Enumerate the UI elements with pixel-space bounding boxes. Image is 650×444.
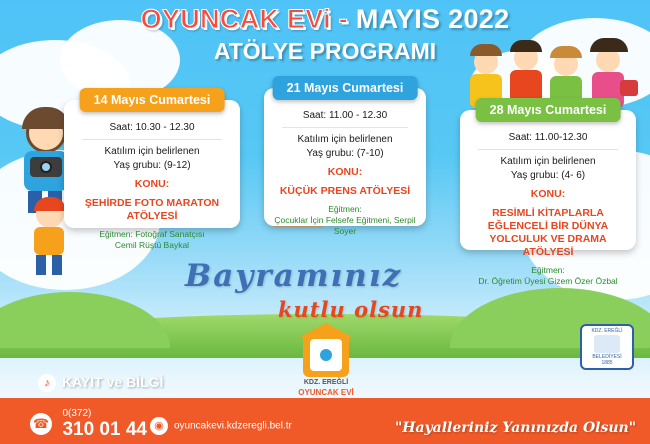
seal-year: 1885 <box>601 360 613 366</box>
slogan: "Hayalleriniz Yanınızda Olsun" <box>394 420 636 436</box>
card-3-konu: RESİMLİ KİTAPLARLA EĞLENCELİ BİR DÜNYA YOLCULUK VE DRAMA ATÖLYESİ <box>487 207 609 258</box>
seal-line-2: BELEDİYESİ <box>592 354 622 360</box>
card-1-egitmen-label: Eğitmen: Fotoğraf Sanatçısı <box>99 229 205 239</box>
child-figure-icon <box>320 349 332 361</box>
phone-area-code: 0(372) <box>62 408 92 419</box>
card-3-note: Katılım için belirlenen <box>500 156 596 167</box>
card-2-note: Katılım için belirlenen <box>297 134 393 145</box>
card-1-age: Yaş grubu: (9-12) <box>113 160 191 171</box>
card-1-time: Saat: 10.30 - 12.30 <box>109 122 195 133</box>
divider <box>282 127 408 128</box>
card-3-time: Saat: 11.00-12.30 <box>508 132 588 143</box>
card-1-date: 14 Mayıs Cumartesi <box>80 88 225 112</box>
logo-line-2 <box>294 389 358 398</box>
roof-shape <box>300 323 352 337</box>
card-2-egitmen-label: Eğitmen: <box>328 204 362 214</box>
music-note-icon: ♪ <box>38 374 56 392</box>
card-1-note: Katılım için belirlenen <box>104 146 200 157</box>
kayit-bilgi-label <box>38 374 163 392</box>
card-1-konu-label: KONU: <box>134 178 170 190</box>
seal-line-1: KDZ. EREĞLİ <box>591 328 623 334</box>
card-3-date: 28 Mayıs Cumartesi <box>476 98 621 122</box>
greeting-line-2: kutlu olsun <box>278 297 424 322</box>
workshop-card-1[interactable] <box>64 93 240 250</box>
title-subtitle: ATÖLYE PROGRAMI <box>213 38 437 64</box>
workshop-card-3[interactable] <box>460 103 636 286</box>
phone-number: 310 01 44 <box>62 419 147 440</box>
poster-title <box>0 4 650 65</box>
card-1-konu: ŞEHİRDE FOTO MARATON ATÖLYESİ <box>84 197 220 222</box>
title-red-part: OYUNCAK EVi - <box>140 4 356 34</box>
card-2-konu-label: KONU: <box>327 166 363 178</box>
greeting-line-1: Bayramınız <box>185 258 403 294</box>
card-1-egitmen-name: Cemil Rüştü Baykal <box>114 240 190 250</box>
logo-line-2-text: OYUNCAK EVİ <box>298 388 354 397</box>
divider <box>82 139 222 140</box>
divider <box>478 149 618 150</box>
phone-block[interactable] <box>30 408 147 440</box>
card-3-egitmen-name: Dr. Öğretim Üyesi Gizem Özer Özbal <box>478 276 618 286</box>
card-3-egitmen-label: Eğitmen: <box>531 265 565 275</box>
hill-decoration <box>0 292 170 348</box>
title-line-1 <box>0 4 650 35</box>
card-2-age: Yaş grubu: (7-10) <box>306 148 384 159</box>
seal-emblem <box>594 335 620 353</box>
card-2-date: 21 Mayıs Cumartesi <box>273 76 418 100</box>
municipality-seal <box>580 324 634 370</box>
workshop-card-2[interactable] <box>264 81 426 236</box>
logo-line-1: KDZ. EREĞLİ <box>303 379 349 386</box>
card-2-time: Saat: 11.00 - 12.30 <box>302 110 388 121</box>
card-3-konu-label: KONU: <box>530 188 566 200</box>
house-icon <box>303 333 349 377</box>
phone-icon: ☎ <box>30 413 52 435</box>
kayit-bilgi-text: KAYIT ve BİLGİ <box>62 373 164 390</box>
website-block[interactable] <box>150 417 292 435</box>
globe-icon: ◉ <box>150 417 168 435</box>
card-2-konu: KÜÇÜK PRENS ATÖLYESİ <box>279 185 411 197</box>
website-text: oyuncakevi.kdzeregli.bel.tr <box>174 420 292 432</box>
card-3-age: Yaş grubu: (4- 6) <box>510 170 586 181</box>
oyuncak-evi-logo <box>294 333 358 398</box>
house-inner <box>310 339 342 371</box>
card-2-egitmen-name: Çocuklar İçin Felsefe Eğitmeni, Serpil Soyer <box>274 215 416 236</box>
title-white-part: MAYIS 2022 <box>355 4 510 34</box>
